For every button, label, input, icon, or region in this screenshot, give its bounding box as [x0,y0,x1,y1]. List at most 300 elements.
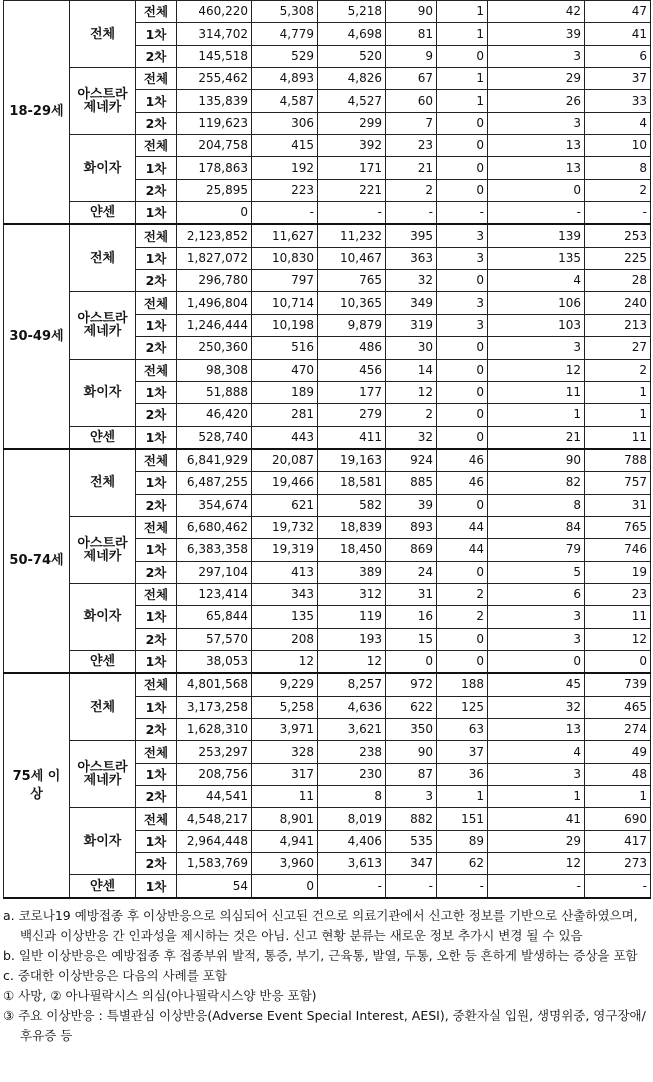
age-group-cell: 30-49세 [4,224,70,448]
value-cell: 690 [585,808,651,830]
value-cell: 84 [488,516,585,538]
value-cell: 0 [252,875,318,898]
value-cell: 106 [488,292,585,314]
value-cell: 2,123,852 [177,224,252,247]
value-cell: - [252,202,318,225]
value-cell: 62 [437,853,488,875]
dose-cell: 2차 [136,179,177,201]
value-cell: - [585,202,651,225]
vaccine-cell: 아스트라 제네카 [70,741,136,808]
dose-cell: 2차 [136,786,177,808]
table-row [4,68,651,90]
dose-cell: 1차 [136,763,177,785]
value-cell: 177 [318,381,386,403]
value-cell: 3 [488,45,585,67]
value-cell: 192 [252,157,318,179]
table-row [4,202,651,225]
table-row [4,875,651,898]
dose-cell: 2차 [136,561,177,583]
value-cell: 54 [177,875,252,898]
value-cell: 757 [585,472,651,494]
value-cell: 4,779 [252,23,318,45]
value-cell: 392 [318,135,386,157]
value-cell: 314,702 [177,23,252,45]
value-cell: 319 [386,314,437,336]
value-cell: 47 [585,1,651,23]
value-cell: 8 [318,786,386,808]
dose-cell: 전체 [136,673,177,696]
value-cell: 2 [386,179,437,201]
value-cell: 3 [488,628,585,650]
footnote-c-item-3: ③ 주요 이상반응 : 특별관심 이상반응(Adverse Event Special Interest, AESI), 중환자실 입원, 생명위중, 영구장애/후유증 등 [3,1008,646,1043]
dose-cell: 전체 [136,808,177,830]
value-cell: 5,258 [252,696,318,718]
value-cell: 746 [585,539,651,561]
dose-cell: 전체 [136,359,177,381]
value-cell: 19 [585,561,651,583]
value-cell: 2 [585,179,651,201]
value-cell: 44,541 [177,786,252,808]
value-cell: 0 [437,45,488,67]
value-cell: 3 [437,314,488,336]
value-cell: 0 [437,381,488,403]
value-cell: 29 [488,68,585,90]
value-cell: 4,941 [252,830,318,852]
vaccine-cell: 얀센 [70,426,136,449]
value-cell: 2 [437,606,488,628]
value-cell: 253,297 [177,741,252,763]
value-cell: 204,758 [177,135,252,157]
value-cell: 65,844 [177,606,252,628]
value-cell: 4,826 [318,68,386,90]
value-cell: 31 [386,583,437,605]
value-cell: 0 [488,650,585,673]
value-cell: 3,971 [252,719,318,741]
footnote-b: b. 일반 이상반응은 예방접종 후 접종부위 발적, 통증, 부기, 근육통, 발열, 두통, 오한 등 흔하게 발생하는 증상을 포함 [3,948,638,963]
value-cell: 8,019 [318,808,386,830]
value-cell: 41 [488,808,585,830]
value-cell: 885 [386,472,437,494]
dose-cell: 1차 [136,202,177,225]
value-cell: 465 [585,696,651,718]
value-cell: 39 [386,494,437,516]
dose-cell: 1차 [136,426,177,449]
dose-cell: 전체 [136,224,177,247]
value-cell: 29 [488,830,585,852]
value-cell: 253 [585,224,651,247]
value-cell: 46 [437,472,488,494]
value-cell: 188 [437,673,488,696]
value-cell: 528,740 [177,426,252,449]
value-cell: 10,365 [318,292,386,314]
value-cell: 21 [488,426,585,449]
age-group-cell: 18-29세 [4,1,70,225]
value-cell: 4 [585,112,651,134]
vaccine-cell: 아스트라 제네카 [70,292,136,359]
value-cell: 0 [585,650,651,673]
table-body [4,1,651,898]
value-cell: 5,218 [318,1,386,23]
dose-cell: 1차 [136,875,177,898]
value-cell: 4,548,217 [177,808,252,830]
value-cell: 0 [437,404,488,426]
value-cell: 45 [488,673,585,696]
value-cell: 90 [386,1,437,23]
value-cell: 189 [252,381,318,403]
value-cell: 37 [585,68,651,90]
value-cell: 119 [318,606,386,628]
dose-cell: 2차 [136,628,177,650]
value-cell: 349 [386,292,437,314]
value-cell: - [386,202,437,225]
value-cell: 520 [318,45,386,67]
value-cell: 389 [318,561,386,583]
value-cell: 924 [386,449,437,472]
value-cell: 6,487,255 [177,472,252,494]
value-cell: 788 [585,449,651,472]
table-row [4,135,651,157]
value-cell: 328 [252,741,318,763]
dose-cell: 1차 [136,830,177,852]
vaccine-cell: 얀센 [70,202,136,225]
dose-cell: 전체 [136,741,177,763]
dose-cell: 1차 [136,90,177,112]
value-cell: 240 [585,292,651,314]
value-cell: 67 [386,68,437,90]
value-cell: 4,406 [318,830,386,852]
value-cell: 5,308 [252,1,318,23]
value-cell: 225 [585,247,651,269]
value-cell: 230 [318,763,386,785]
value-cell: 12 [488,359,585,381]
value-cell: 125 [437,696,488,718]
value-cell: - [318,875,386,898]
footnote-c: c. 중대한 이상반응은 다음의 사례를 포함 [3,968,227,983]
vaccine-cell: 전체 [70,673,136,741]
value-cell: 622 [386,696,437,718]
dose-cell: 전체 [136,516,177,538]
value-cell: 1,628,310 [177,719,252,741]
table-row [4,292,651,314]
dose-cell: 전체 [136,449,177,472]
dose-cell: 전체 [136,135,177,157]
value-cell: 1,496,804 [177,292,252,314]
value-cell: 13 [488,135,585,157]
value-cell: 145,518 [177,45,252,67]
value-cell: 299 [318,112,386,134]
dose-cell: 2차 [136,853,177,875]
value-cell: 460,220 [177,1,252,23]
value-cell: 456 [318,359,386,381]
value-cell: 0 [437,650,488,673]
value-cell: 12 [488,853,585,875]
value-cell: 16 [386,606,437,628]
value-cell: 1 [585,381,651,403]
value-cell: 87 [386,763,437,785]
value-cell: 274 [585,719,651,741]
value-cell: 1,827,072 [177,247,252,269]
value-cell: - [488,202,585,225]
table-row [4,741,651,763]
value-cell: 443 [252,426,318,449]
value-cell: 3,613 [318,853,386,875]
value-cell: 3 [437,224,488,247]
value-cell: 171 [318,157,386,179]
value-cell: 221 [318,179,386,201]
value-cell: 1 [585,404,651,426]
value-cell: 3 [437,292,488,314]
value-cell: 48 [585,763,651,785]
value-cell: 312 [318,583,386,605]
value-cell: 49 [585,741,651,763]
value-cell: 5 [488,561,585,583]
value-cell: 42 [488,1,585,23]
value-cell: 11 [488,381,585,403]
value-cell: 350 [386,719,437,741]
value-cell: 6 [585,45,651,67]
value-cell: 0 [437,270,488,292]
value-cell: 4,587 [252,90,318,112]
value-cell: 11,627 [252,224,318,247]
value-cell: 44 [437,516,488,538]
age-group-cell: 50-74세 [4,449,70,673]
value-cell: 12 [252,650,318,673]
value-cell: 0 [437,112,488,134]
value-cell: 797 [252,270,318,292]
table-row [4,1,651,23]
table-row [4,224,651,247]
value-cell: 4,527 [318,90,386,112]
value-cell: 3 [488,112,585,134]
value-cell: 516 [252,337,318,359]
value-cell: 363 [386,247,437,269]
value-cell: 208 [252,628,318,650]
value-cell: 4 [488,741,585,763]
value-cell: 347 [386,853,437,875]
value-cell: 279 [318,404,386,426]
value-cell: 119,623 [177,112,252,134]
dose-cell: 1차 [136,23,177,45]
value-cell: - [437,875,488,898]
value-cell: 9,229 [252,673,318,696]
value-cell: 2 [585,359,651,381]
value-cell: 79 [488,539,585,561]
dose-cell: 1차 [136,157,177,179]
value-cell: 0 [437,494,488,516]
value-cell: 139 [488,224,585,247]
value-cell: 4,698 [318,23,386,45]
value-cell: 8,901 [252,808,318,830]
vaccine-cell: 전체 [70,224,136,292]
value-cell: 31 [585,494,651,516]
value-cell: 98,308 [177,359,252,381]
value-cell: 4,636 [318,696,386,718]
value-cell: 0 [437,628,488,650]
value-cell: 27 [585,337,651,359]
value-cell: 1 [437,90,488,112]
value-cell: 19,732 [252,516,318,538]
value-cell: 2 [386,404,437,426]
value-cell: 3 [488,337,585,359]
value-cell: 223 [252,179,318,201]
value-cell: 7 [386,112,437,134]
value-cell: - [437,202,488,225]
dose-cell: 2차 [136,112,177,134]
adverse-event-table [3,0,651,899]
value-cell: 1 [585,786,651,808]
value-cell: 82 [488,472,585,494]
vaccine-cell: 화이자 [70,808,136,875]
value-cell: 1,583,769 [177,853,252,875]
value-cell: 44 [437,539,488,561]
value-cell: 273 [585,853,651,875]
value-cell: 32 [488,696,585,718]
age-group-cell: 75세 이상 [4,673,70,897]
value-cell: 4,893 [252,68,318,90]
value-cell: 12 [585,628,651,650]
value-cell: 89 [437,830,488,852]
dose-cell: 전체 [136,292,177,314]
value-cell: 1 [437,23,488,45]
value-cell: 238 [318,741,386,763]
value-cell: 0 [437,179,488,201]
vaccine-cell: 화이자 [70,135,136,202]
value-cell: 81 [386,23,437,45]
vaccine-cell: 화이자 [70,359,136,426]
dose-cell: 1차 [136,381,177,403]
value-cell: 6,680,462 [177,516,252,538]
value-cell: 281 [252,404,318,426]
value-cell: 123,414 [177,583,252,605]
value-cell: 25,895 [177,179,252,201]
dose-cell: 1차 [136,472,177,494]
value-cell: 193 [318,628,386,650]
value-cell: 739 [585,673,651,696]
footnote-a: a. 코로나19 예방접종 후 이상반응으로 의심되어 신고된 건으로 의료기관에서 신고한 정보를 기반으로 산출하였으며, 백신과 이상반응 간 인과성을 제시하는 것은 아님. 신고 현황 분류는 새로운 정보 추가시 변경 될 수 있음 [3,908,638,943]
value-cell: - [585,875,651,898]
value-cell: 486 [318,337,386,359]
value-cell: 869 [386,539,437,561]
value-cell: 8 [488,494,585,516]
value-cell: 41 [585,23,651,45]
vaccine-cell: 전체 [70,449,136,517]
value-cell: 23 [585,583,651,605]
value-cell: 90 [386,741,437,763]
value-cell: 0 [437,426,488,449]
value-cell: 36 [437,763,488,785]
value-cell: 26 [488,90,585,112]
value-cell: 11 [585,426,651,449]
value-cell: 37 [437,741,488,763]
table-row [4,650,651,673]
value-cell: 882 [386,808,437,830]
dose-cell: 2차 [136,337,177,359]
value-cell: 2,964,448 [177,830,252,852]
value-cell: 255,462 [177,68,252,90]
value-cell: 1 [437,1,488,23]
value-cell: 535 [386,830,437,852]
value-cell: 46 [437,449,488,472]
value-cell: 57,570 [177,628,252,650]
vaccine-cell: 얀센 [70,875,136,898]
value-cell: 13 [488,719,585,741]
value-cell: 765 [585,516,651,538]
value-cell: 621 [252,494,318,516]
value-cell: 19,466 [252,472,318,494]
value-cell: 135 [252,606,318,628]
value-cell: 395 [386,224,437,247]
dose-cell: 2차 [136,494,177,516]
value-cell: 135 [488,247,585,269]
value-cell: 4 [488,270,585,292]
dose-cell: 1차 [136,696,177,718]
value-cell: 0 [437,359,488,381]
value-cell: 893 [386,516,437,538]
value-cell: 18,581 [318,472,386,494]
value-cell: 8,257 [318,673,386,696]
value-cell: 296,780 [177,270,252,292]
value-cell: 2 [437,583,488,605]
value-cell: 343 [252,583,318,605]
value-cell: 10,714 [252,292,318,314]
value-cell: 28 [585,270,651,292]
value-cell: 1 [488,404,585,426]
value-cell: 3 [386,786,437,808]
table-row [4,583,651,605]
value-cell: 3,621 [318,719,386,741]
dose-cell: 2차 [136,45,177,67]
value-cell: 103 [488,314,585,336]
value-cell: 10,467 [318,247,386,269]
dose-cell: 1차 [136,314,177,336]
value-cell: 19,163 [318,449,386,472]
vaccine-cell: 화이자 [70,583,136,650]
value-cell: 8 [585,157,651,179]
value-cell: 39 [488,23,585,45]
value-cell: 18,839 [318,516,386,538]
value-cell: 3 [488,606,585,628]
value-cell: 63 [437,719,488,741]
value-cell: 417 [585,830,651,852]
value-cell: 411 [318,426,386,449]
value-cell: 9,879 [318,314,386,336]
value-cell: 250,360 [177,337,252,359]
dose-cell: 2차 [136,270,177,292]
value-cell: 11 [585,606,651,628]
dose-cell: 1차 [136,606,177,628]
table-row [4,673,651,696]
vaccine-cell: 아스트라 제네카 [70,516,136,583]
value-cell: 765 [318,270,386,292]
value-cell: 51,888 [177,381,252,403]
footnote-c-item-1: ① 사망, ② 아나필락시스 의심(아나필락시스양 반응 포함) [3,988,317,1003]
value-cell: 0 [386,650,437,673]
value-cell: 415 [252,135,318,157]
value-cell: 32 [386,270,437,292]
table-row [4,359,651,381]
value-cell: 6,383,358 [177,539,252,561]
table-row [4,516,651,538]
value-cell: 972 [386,673,437,696]
value-cell: 30 [386,337,437,359]
value-cell: 46,420 [177,404,252,426]
value-cell: 12 [318,650,386,673]
value-cell: 135,839 [177,90,252,112]
value-cell: 3,960 [252,853,318,875]
table-row [4,808,651,830]
dose-cell: 1차 [136,650,177,673]
value-cell: 0 [488,179,585,201]
